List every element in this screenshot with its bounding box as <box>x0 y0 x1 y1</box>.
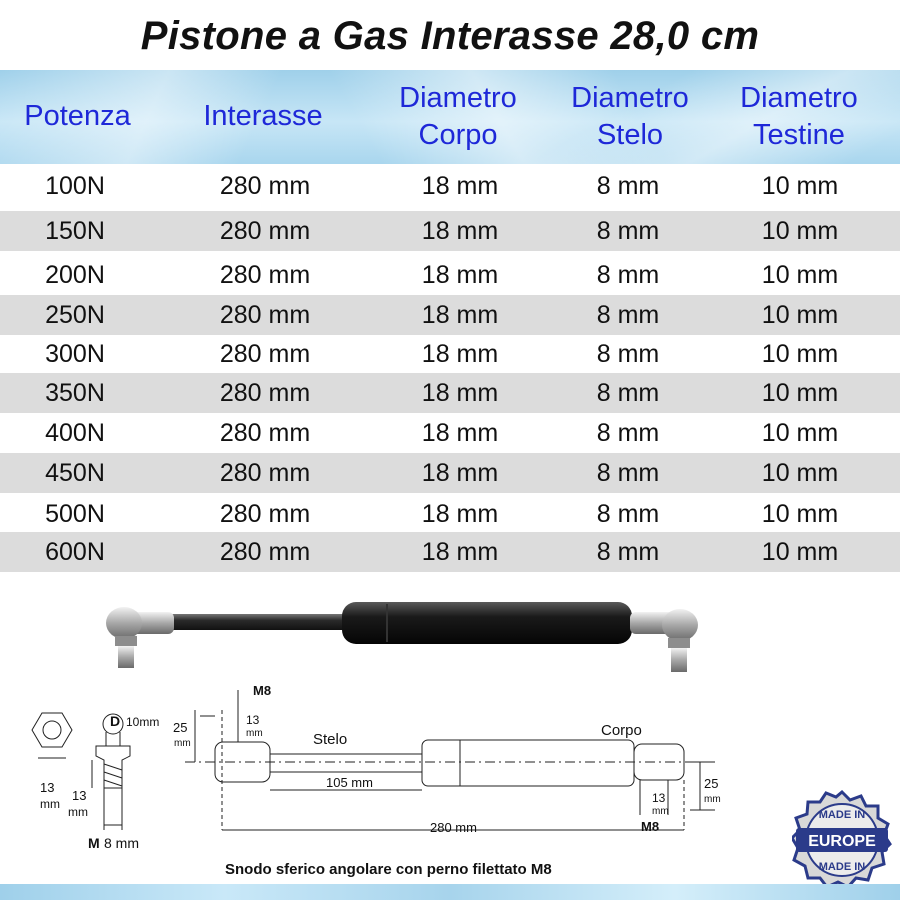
dim-25-left-unit: mm <box>174 738 191 749</box>
table-row <box>0 211 900 251</box>
cell-potenza: 600N <box>45 538 105 566</box>
cell-potenza: 350N <box>45 379 105 407</box>
ball-d-value: 10mm <box>126 715 160 729</box>
technical-diagram <box>0 680 900 855</box>
ball-stud-icon <box>92 714 130 830</box>
cell-diametro-corpo: 18 mm <box>421 500 499 528</box>
table-row <box>0 453 900 493</box>
badge-bottom-text: MADE IN <box>818 861 866 873</box>
cell-diametro-stelo: 8 mm <box>596 459 660 487</box>
cell-potenza: 150N <box>45 217 105 245</box>
caption: Snodo sferico angolare con perno filettato M8 <box>225 861 552 878</box>
cell-diametro-testine: 10 mm <box>761 459 839 487</box>
dim-13-left-unit: mm <box>246 728 263 739</box>
cell-diametro-testine: 10 mm <box>761 301 839 329</box>
cell-diametro-stelo: 8 mm <box>596 340 660 368</box>
table-row <box>0 295 900 335</box>
right-ball-joint <box>630 609 698 672</box>
table-row <box>0 413 900 453</box>
table-row <box>0 334 900 374</box>
cell-diametro-stelo: 8 mm <box>596 217 660 245</box>
dim-25-right: 25 <box>704 776 719 791</box>
rod <box>170 614 350 630</box>
header-label: Testine <box>753 119 845 151</box>
dim-280: 280 mm <box>430 820 477 835</box>
dim-25-right-unit: mm <box>704 794 721 805</box>
header-diametro-testine <box>724 80 874 154</box>
cell-diametro-testine: 10 mm <box>761 340 839 368</box>
cell-diametro-corpo: 18 mm <box>421 379 499 407</box>
dim-13-right: 13 <box>652 791 666 805</box>
dim-13-right-unit: mm <box>652 806 669 817</box>
cell-diametro-stelo: 8 mm <box>596 172 660 200</box>
cell-diametro-stelo: 8 mm <box>596 301 660 329</box>
cell-potenza: 100N <box>45 172 105 200</box>
dim-105: 105 mm <box>326 775 373 790</box>
dim-13-left: 13 <box>246 713 260 727</box>
cell-potenza: 250N <box>45 301 105 329</box>
made-in-europe-badge <box>792 790 892 890</box>
cell-diametro-stelo: 8 mm <box>596 538 660 566</box>
header-interasse <box>188 98 338 135</box>
header-potenza <box>0 98 155 135</box>
header-label: Potenza <box>24 100 131 132</box>
stelo-label: Stelo <box>313 731 348 748</box>
cell-diametro-corpo: 18 mm <box>421 301 499 329</box>
header-label: Diametro <box>399 82 517 114</box>
cell-diametro-corpo: 18 mm <box>421 538 499 566</box>
table-row <box>0 255 900 295</box>
table-row <box>0 494 900 534</box>
page-title: Pistone a Gas Interasse 28,0 cm <box>140 14 760 58</box>
cell-interasse: 280 mm <box>219 217 311 245</box>
cell-diametro-stelo: 8 mm <box>596 500 660 528</box>
corpo-label: Corpo <box>601 722 642 739</box>
header-label: Interasse <box>203 100 323 132</box>
table-row <box>0 373 900 413</box>
left-ball-joint <box>106 607 174 668</box>
header-diametro-stelo <box>555 80 705 154</box>
cell-potenza: 300N <box>45 340 105 368</box>
cell-diametro-corpo: 18 mm <box>421 459 499 487</box>
ball-d-label: D <box>110 713 121 729</box>
cell-interasse: 280 mm <box>219 172 311 200</box>
header-label: Diametro <box>740 82 858 114</box>
cell-interasse: 280 mm <box>219 538 311 566</box>
cell-diametro-testine: 10 mm <box>761 172 839 200</box>
hex-width-unit: mm <box>40 797 60 811</box>
header-diametro-corpo <box>383 80 533 154</box>
cell-interasse: 280 mm <box>219 301 311 329</box>
cell-diametro-stelo: 8 mm <box>596 419 660 447</box>
dim-25-left: 25 <box>173 720 188 735</box>
cell-diametro-testine: 10 mm <box>761 419 839 447</box>
bottom-band <box>0 884 900 900</box>
badge-top-text: MADE IN <box>818 809 866 821</box>
cell-diametro-corpo: 18 mm <box>421 172 499 200</box>
header-label: Corpo <box>418 119 498 151</box>
cell-diametro-corpo: 18 mm <box>421 340 499 368</box>
hex-width-label: 13 <box>40 780 55 795</box>
header-label: Diametro <box>571 82 689 114</box>
cell-diametro-testine: 10 mm <box>761 217 839 245</box>
table-row <box>0 532 900 572</box>
table-row <box>0 166 900 206</box>
cell-potenza: 450N <box>45 459 105 487</box>
cell-diametro-stelo: 8 mm <box>596 379 660 407</box>
badge-middle-text: EUROPE <box>808 833 876 850</box>
cylinder-body <box>342 602 632 644</box>
cell-interasse: 280 mm <box>219 379 311 407</box>
cell-interasse: 280 mm <box>219 459 311 487</box>
m8-bottom-label: M8 <box>641 819 660 834</box>
cell-diametro-testine: 10 mm <box>761 538 839 566</box>
cell-diametro-stelo: 8 mm <box>596 261 660 289</box>
cell-interasse: 280 mm <box>219 340 311 368</box>
cell-potenza: 500N <box>45 500 105 528</box>
cell-potenza: 200N <box>45 261 105 289</box>
gas-spring-photo <box>0 590 900 690</box>
cell-interasse: 280 mm <box>219 419 311 447</box>
cell-diametro-corpo: 18 mm <box>421 261 499 289</box>
cell-potenza: 400N <box>45 419 105 447</box>
cell-diametro-testine: 10 mm <box>761 500 839 528</box>
cell-diametro-testine: 10 mm <box>761 379 839 407</box>
cell-diametro-corpo: 18 mm <box>421 217 499 245</box>
cell-diametro-testine: 10 mm <box>761 261 839 289</box>
m-thread-value: 8 mm <box>104 835 139 851</box>
thread-length-unit: mm <box>68 805 88 819</box>
cell-interasse: 280 mm <box>219 261 311 289</box>
m8-top-label: M8 <box>253 683 272 698</box>
m-thread-label: M <box>88 835 100 851</box>
hex-nut-icon <box>32 713 72 747</box>
thread-length-label: 13 <box>72 788 87 803</box>
cell-diametro-corpo: 18 mm <box>421 419 499 447</box>
table-header-band <box>0 70 900 164</box>
header-label: Stelo <box>596 119 664 151</box>
cell-interasse: 280 mm <box>219 500 311 528</box>
